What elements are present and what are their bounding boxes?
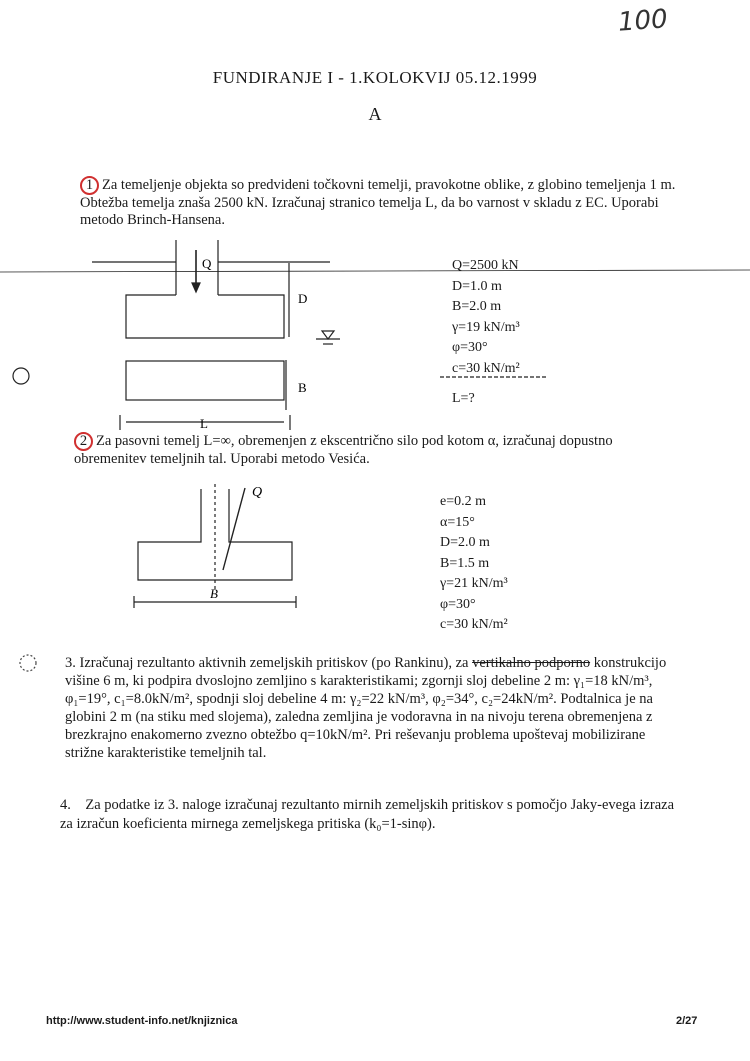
param-row: e=0.2 m	[440, 494, 486, 509]
param-row: φ=30°	[452, 340, 488, 355]
param-row: B=1.5 m	[440, 555, 490, 571]
param-row: α=15°	[440, 514, 475, 530]
param-row: D=2.0 m	[440, 535, 490, 550]
param-row: B=2.0 m	[452, 299, 502, 314]
margin-circle-2	[20, 655, 36, 671]
page-number: 2/27	[676, 1015, 698, 1027]
param-row: D=1.0 m	[452, 278, 502, 294]
diagram-2-b-label: B	[210, 586, 218, 601]
param-row: c=30 kN/m²	[452, 360, 520, 376]
problem-1-number: 1	[80, 176, 99, 195]
diagram-1-q-label: Q	[202, 256, 212, 271]
footer-url[interactable]: http://www.student-info.net/knjiznica	[46, 1015, 238, 1027]
problem-3-text: 3. Izračunaj rezultanto aktivnih zemeljskih pritiskov (po Rankinu), za vertikalno podporno konstrukcijo višine 6 m, ki podpira dvoslojno zemljino s karakteristikami; zgornji sloj debeline 2 m: γ₁=18 kN/m³, φ₁=19°, c₁=8.0kN/m², spodnji sloj debeline 4 m: γ₂=22 kN/m³, φ₂=34°, c₂=24kN/m². Podtalnica je na globini 2 m (na stiku med slojema), zaledna zemljina je vodoravna in na nivoju terena obremenjena z brezkrajno enakomerno zvezno obtežbo q=10kN/m². Pri reševanju problema upoštevaj mobilizirane strižne karakteristike temeljnih tal.	[65, 655, 667, 761]
problem-2-text: 2 Za pasovni temelj L=∞, obremenjen z ekscentrično silo pod kotom α, izračunaj dopustno obremenitev temeljnih tal. Uporabi metodo Vesića.	[74, 433, 613, 467]
diagram-1-d-label: D	[298, 291, 308, 306]
problem-2-number: 2	[74, 432, 93, 451]
problem-4-text: 4. Za podatke iz 3. naloge izračunaj rezultanto mirnih zemeljskih pritiskov s pomočjo Jaky-evega izraza za izračun koeficienta mirnega zemeljskega pritiska (k₀=1-sinφ).	[60, 797, 675, 832]
param-row: L=?	[452, 391, 475, 406]
diagram-1-b-label: B	[298, 380, 307, 395]
struck-text: vertikalno podporno	[472, 655, 591, 671]
problem-2-params	[440, 492, 550, 636]
problem-1-params	[452, 256, 562, 410]
grade-score: 100	[617, 4, 669, 38]
page-title: FUNDIRANJE I - 1.KOLOKVIJ 05.12.1999	[212, 68, 538, 87]
problem-1-text: 1 Za temeljenje objekta so predvideni točkovni temelji, pravokotne oblike, z globino temeljenja 1 m. Obtežba temelja znaša 2500 kN. Izračunaj stranico temelja L, da bo varnost v skladu z EC. Uporabi metodo Brinch-Hansena.	[80, 177, 676, 228]
margin-circle-1	[13, 368, 29, 384]
diagram-1-l-label: L	[200, 416, 208, 431]
variant-label: A	[368, 104, 382, 124]
param-row: c=30 kN/m²	[440, 617, 508, 632]
param-row: γ=19 kN/m³	[452, 319, 520, 335]
diagram-2-q-label: Q	[252, 485, 263, 500]
problem-4-number: 4.	[60, 797, 71, 813]
param-row: γ=21 kN/m³	[440, 576, 508, 591]
param-row: φ=30°	[440, 596, 476, 612]
param-row: Q=2500 kN	[452, 258, 519, 273]
